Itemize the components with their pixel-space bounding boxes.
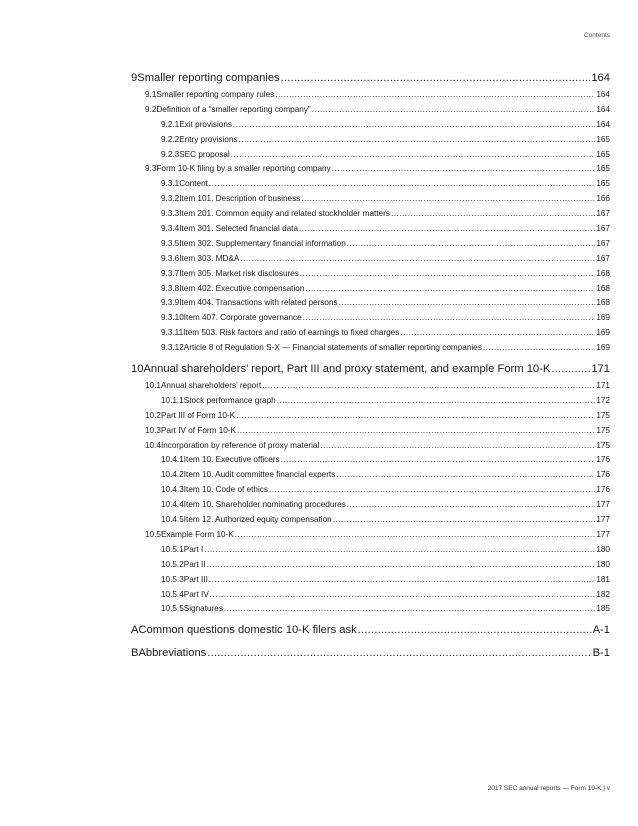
dot-leader [236,411,595,420]
toc-entry-title: Item 404. Transactions with related persons [179,298,338,308]
toc-entry-page: 176 [596,470,610,480]
dot-leader [281,455,596,464]
toc-entry-number: 9.3.6 [161,253,180,263]
toc-entry-title: Item 303. MD&A [179,253,240,263]
toc-entry-number: 9.3.4 [161,224,180,234]
toc-entry-title: Entry provisions [179,134,238,144]
toc-entry-number: 10.5.1 [161,544,184,554]
toc-entry-number: B [131,647,139,660]
toc-entry-title: Part II [183,559,206,569]
toc-entry-number: 10.4.5 [161,515,184,525]
toc-entry-title: Item 201. Common equity and related stockholder matters [179,209,390,219]
toc-entry-page: 165 [596,179,610,189]
dot-leader [207,560,596,569]
toc-entry-page: 164 [596,119,610,129]
toc-entry-number: 9.2.2 [161,134,180,144]
toc-entry-number: A [131,624,139,637]
toc-entry-title: Item 302. Supplementary financial information [179,238,346,248]
toc-entry-page: 169 [596,313,610,323]
toc-entry-level-3[interactable] [131,150,610,165]
toc-entry-level-3[interactable] [131,194,610,209]
toc-entry-level-3[interactable] [131,515,610,530]
toc-entry-level-3[interactable] [131,179,610,194]
dot-leader [224,604,595,613]
toc-entry-number: 9.2.3 [161,149,180,159]
toc-entry-level-2[interactable] [131,530,610,545]
toc-entry-number: 10.3 [145,425,161,435]
toc-entry-page: 172 [596,395,610,405]
dot-leader [299,224,595,233]
toc-entry-number: 10.1 [145,381,161,391]
toc-entry-page: A-1 [592,624,610,637]
toc-entry-number: 9.3.11 [161,328,184,338]
toc-entry-title: SEC proposal [179,149,230,159]
dot-leader [312,105,596,114]
toc-entry-number: 10.5 [145,529,161,539]
toc-entry-title: Item 407. Corporate governance [183,313,302,323]
toc-entry-number: 10.4.4 [161,500,184,510]
toc-entry-number: 9 [131,72,138,84]
toc-entry-level-3[interactable] [131,455,610,470]
toc-entry-title: Stock performance graph [183,395,276,405]
dot-leader [281,72,591,84]
toc-entry-level-3[interactable] [131,500,610,515]
dot-leader [231,150,596,159]
dot-leader [235,530,596,539]
toc-entry-title: Part III of Form 10-K [160,410,236,420]
toc-entry-page: 164 [591,72,610,84]
dot-leader [275,90,595,99]
toc-entry-level-3[interactable] [131,575,610,590]
toc-entry-level-3[interactable] [131,604,610,619]
toc-entry-title: Item 301. Selected financial data [179,224,299,234]
toc-entry-title: Item 10. Shareholder nominating procedures [183,500,346,510]
toc-entry-page: 175 [596,425,610,435]
toc-entry-title: Part IV of Form 10-K [160,425,237,435]
dot-leader [483,343,595,352]
toc-entry-level-3[interactable] [131,254,610,269]
toc-entry-level-3[interactable] [131,343,610,358]
dot-leader [358,624,592,636]
toc-entry-page: 185 [596,604,610,614]
toc-entry-page: 167 [596,253,610,263]
toc-entry-level-3[interactable] [131,239,610,254]
toc-entry-page: 181 [596,574,610,584]
dot-leader [210,590,596,599]
dot-leader [233,120,595,129]
toc-entry-number: 10.4 [145,440,161,450]
dot-leader [400,328,595,337]
toc-entry-title: Annual shareholders’ report [160,381,262,391]
toc-entry-title: Item 305. Market risk disclosures [179,268,299,278]
toc-entry-page: 180 [596,544,610,554]
dot-leader [300,269,595,278]
toc-entry-title: Form 10-K filing by a smaller reporting company [156,164,331,174]
toc-entry-title: Item 101. Description of business [179,194,301,204]
toc-entry-page: 168 [596,283,610,293]
dot-leader [209,575,595,584]
toc-entry-number: 9.2.1 [161,119,180,129]
toc-entry-title: Article 8 of Regulation S-X — Financial statements of smaller reporting companies [183,343,482,353]
toc-entry-title: Common questions domestic 10-K filers ask [138,624,357,637]
toc-entry-page: 175 [596,410,610,420]
dot-leader [301,194,595,203]
toc-entry-number: 9.3.7 [161,268,180,278]
toc-entry-level-2[interactable] [131,164,610,179]
toc-entry-number: 10.5.4 [161,589,184,599]
toc-entry-level-3[interactable] [131,470,610,485]
toc-entry-level-3[interactable] [131,313,610,328]
dot-leader [305,284,595,293]
toc-entry-level-3[interactable] [131,298,610,313]
dot-leader [339,298,596,307]
dot-leader [332,164,596,173]
dot-leader [269,485,595,494]
dot-leader [320,441,595,450]
toc-entry-level-2[interactable] [131,105,610,120]
toc-entry-level-3[interactable] [131,269,610,284]
toc-entry-level-3[interactable] [131,560,610,575]
toc-entry-number: 10.4.1 [161,455,184,465]
toc-entry-number: 10.4.3 [161,485,184,495]
toc-entry-page: 167 [596,224,610,234]
toc-entry-title: Item 503. Risk factors and ratio of earnings to fixed charges [183,328,400,338]
dot-leader [336,470,595,479]
dot-leader [551,363,590,375]
toc-entry-page: 166 [596,194,610,204]
toc-entry-number: 9.3.10 [161,313,184,323]
toc-entry-number: 10.5.2 [161,559,184,569]
toc-entry-number: 9.3.5 [161,238,180,248]
toc-entry-page: 182 [596,589,610,599]
toc-entry-number: 9.3.2 [161,194,180,204]
toc-entry-title: Definition of a “smaller reporting company” [156,104,311,114]
toc-entry-page: 169 [596,343,610,353]
toc-entry-title: Smaller reporting company rules [156,90,275,99]
toc-entry-number: 9.3.9 [161,298,180,308]
toc-entry-number: 9.3.8 [161,283,180,293]
toc-entry-page: 167 [596,238,610,248]
toc-entry-level-1[interactable] [131,72,610,90]
toc-entry-title: Part IV [183,589,209,599]
toc-entry-number: 9.3 [145,164,157,174]
toc-entry-number: 10.4.2 [161,470,184,480]
toc-entry-page: 164 [596,90,610,99]
toc-entry-number: 9.3.3 [161,209,180,219]
toc-entry-page: 165 [596,134,610,144]
dot-leader [209,179,595,188]
toc-entry-title: Example Form 10-K [160,529,234,539]
toc-entry-level-3[interactable] [131,396,610,411]
toc-entry-level-3[interactable] [131,120,610,135]
toc-entry-page: 169 [596,328,610,338]
dot-leader [237,426,595,435]
toc-entry-page: 171 [596,381,610,391]
toc-entry-level-2[interactable] [131,90,610,105]
toc-entry-level-1[interactable] [131,624,610,642]
toc-entry-level-2[interactable] [131,381,610,396]
toc-entry-page: 176 [596,485,610,495]
toc-entry-level-2[interactable] [131,411,610,426]
toc-entry-page: 168 [596,268,610,278]
running-header: Contents [583,32,610,39]
dot-leader [303,313,596,322]
toc-entry-level-3[interactable] [131,224,610,239]
page-footer: 2017 SEC annual reports — Form 10-K | v [487,785,610,792]
toc-entry-page: 177 [596,500,610,510]
toc-entry-title: Item 10. Executive officers [183,455,280,465]
toc-entry-level-3[interactable] [131,485,610,500]
dot-leader [238,135,595,144]
toc-entry-level-1[interactable] [131,647,610,665]
toc-entry-number: 10.1.1 [161,395,184,405]
toc-entry-title: Annual shareholders’ report, Part III and proxy statement, and example Form 10-K [143,363,551,376]
toc-entry-number: 9.3.1 [161,179,180,189]
toc-entry-page: 177 [596,515,610,525]
toc-entry-level-2[interactable] [131,441,610,456]
toc-entry-level-3[interactable] [131,209,610,224]
dot-leader [207,647,591,659]
dot-leader [347,239,596,248]
toc-entry-number: 10.5.5 [161,604,184,614]
toc-entry-number: 9.2 [145,104,157,114]
toc-entry-page: 175 [596,440,610,450]
toc-entry-level-3[interactable] [131,135,610,150]
toc-entry-page: 171 [591,363,610,376]
toc-entry-page: 177 [596,529,610,539]
dot-leader [391,209,595,218]
toc-entry-page: 165 [596,149,610,159]
toc-entry-page: 168 [596,298,610,308]
toc-entry-number: 9.1 [145,90,157,99]
toc-entry-title: Part I [183,544,204,554]
dot-leader [333,515,596,524]
toc-entry-level-3[interactable] [131,284,610,299]
toc-entry-level-1[interactable] [131,363,610,381]
toc-entry-page: B-1 [592,647,610,660]
toc-entry-page: 176 [596,455,610,465]
toc-entry-title: Item 10. Audit committee financial experts [183,470,336,480]
toc-entry-title: Abbreviations [138,647,207,660]
toc-entry-page: 165 [596,164,610,174]
toc-entry-page: 167 [596,209,610,219]
toc-entry-title: Item 10. Code of ethics [183,485,268,495]
dot-leader [240,254,595,263]
dot-leader [347,500,596,509]
toc-entry-title: Part III [183,574,208,584]
dot-leader [262,381,595,390]
toc-entry-number: 10.5.3 [161,574,184,584]
toc-entry-level-3[interactable] [131,545,610,560]
toc-entry-title: Smaller reporting companies [137,72,280,84]
table-of-contents [131,72,610,665]
toc-entry-page: 180 [596,559,610,569]
toc-entry-title: Signatures [183,604,223,614]
toc-entry-title: Incorporation by reference of proxy material [160,440,320,450]
toc-entry-level-3[interactable] [131,590,610,605]
toc-entry-level-3[interactable] [131,328,610,343]
toc-entry-number: 10.2 [145,410,161,420]
toc-entry-page: 164 [596,104,610,114]
toc-entry-level-2[interactable] [131,426,610,441]
toc-entry-title: Item 402. Executive compensation [179,283,305,293]
dot-leader [277,396,596,405]
toc-entry-number: 9.3.12 [161,343,184,353]
toc-entry-title: Content [179,179,208,189]
dot-leader [204,545,595,554]
toc-entry-title: Item 12. Authorized equity compensation [183,515,332,525]
toc-entry-title: Exit provisions [179,119,233,129]
toc-entry-number: 10 [131,363,144,376]
